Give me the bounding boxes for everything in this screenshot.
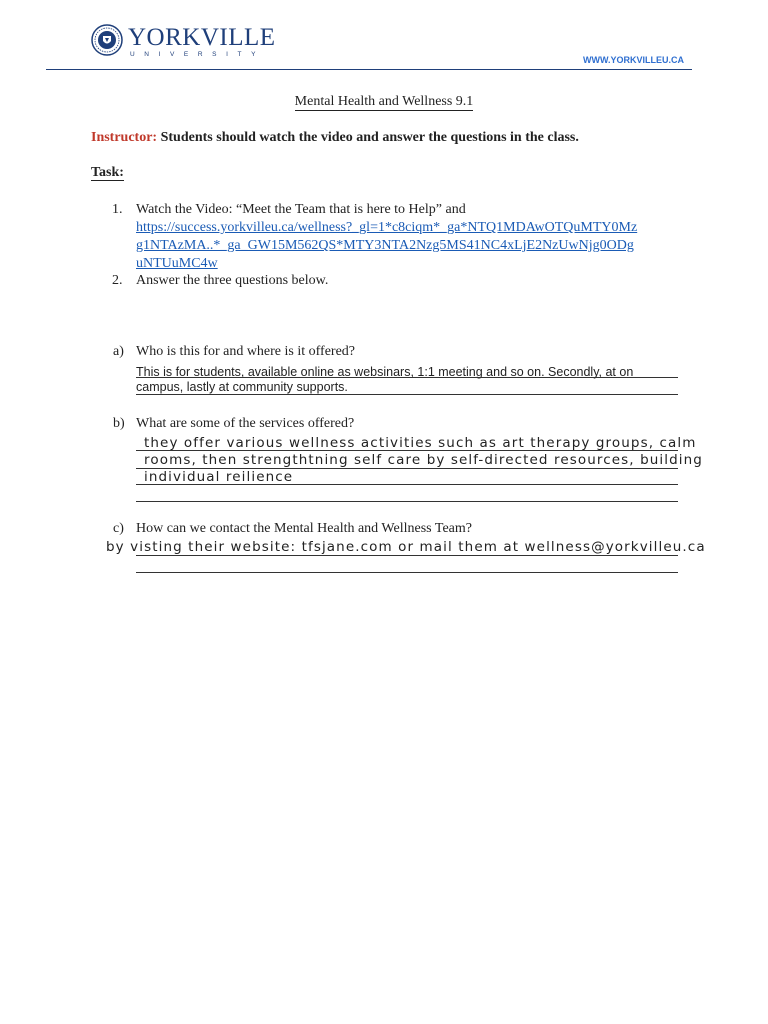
video-link-line-2[interactable]: g1NTAzMA..*_ga_GW15M562QS*MTY3NTA2Nzg5MS41NC4xLjE2NzUwNjg0ODg	[136, 238, 634, 253]
task-heading: Task:	[91, 165, 124, 180]
answer-a-rule-2	[136, 394, 678, 395]
answer-c-rule-1	[136, 555, 678, 556]
answer-b-rule-3	[136, 484, 678, 485]
answer-b-rule-1	[136, 450, 678, 451]
question-b-text: What are some of the services offered?	[136, 416, 355, 431]
logo-wordmark: YORKVILLE	[128, 24, 276, 51]
website-link[interactable]: WWW.YORKVILLEU.CA	[583, 55, 684, 65]
logo-subtext: UNIVERSITY	[130, 51, 266, 58]
document-title-text: Mental Health and Wellness 9.1	[294, 94, 474, 109]
video-link-line-3[interactable]: uNTUuMC4w	[136, 256, 218, 271]
answer-c-line-1[interactable]: by visting their website: tfsjane.com or mail them at wellness@yorkvilleu.ca	[106, 539, 706, 555]
video-link-line-1[interactable]: https://success.yorkvilleu.ca/wellness?_gl=1*c8ciqm*_ga*NTQ1MDAwOTQuMTY0Mz	[136, 220, 638, 235]
answer-b-line-2[interactable]: rooms, then strengthtning self care by self-directed resources, building	[144, 452, 703, 468]
university-seal-logo	[91, 24, 123, 56]
answer-c-rule-2	[136, 572, 678, 573]
step-2-text: Answer the three questions below.	[136, 273, 329, 288]
answer-a-line-2[interactable]: campus, lastly at community supports.	[136, 380, 348, 394]
answer-b-line-3[interactable]: individual reilience	[144, 469, 294, 485]
answer-a-rule-1	[136, 377, 678, 378]
answer-a-line-1[interactable]: This is for students, available online as websinars, 1:1 meeting and so on. Secondly, at on	[136, 365, 634, 379]
question-a-text: Who is this for and where is it offered?	[136, 344, 356, 359]
step-1-number: 1.	[112, 202, 123, 217]
step-1-text: Watch the Video: “Meet the Team that is here to Help” and	[136, 202, 466, 217]
question-b-label: b)	[113, 416, 125, 431]
question-c-text: How can we contact the Mental Health and Wellness Team?	[136, 521, 472, 536]
instructor-label: Instructor:	[91, 130, 158, 145]
question-a-label: a)	[113, 344, 124, 359]
instructor-text: Students should watch the video and answer the questions in the class.	[160, 130, 579, 145]
question-c-label: c)	[113, 521, 124, 536]
header-divider	[46, 69, 692, 70]
document-title	[0, 94, 768, 110]
answer-b-rule-4	[136, 501, 678, 502]
instructor-note	[91, 130, 579, 146]
answer-b-line-1[interactable]: they offer various wellness activities such as art therapy groups, calm	[144, 435, 697, 451]
step-2-number: 2.	[112, 273, 123, 288]
